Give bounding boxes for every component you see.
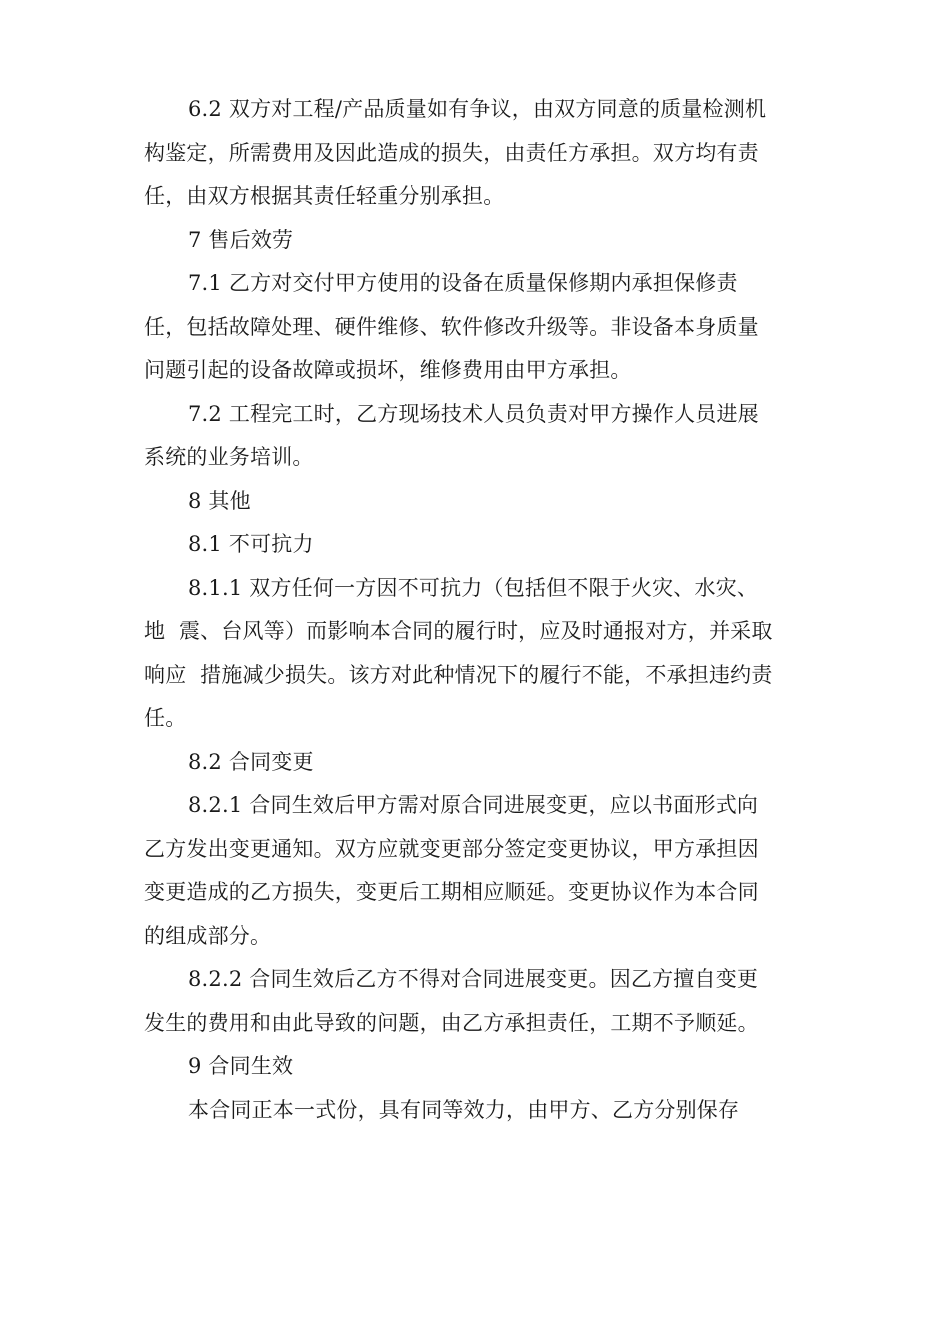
- text-line: 响应 措施减少损失。该方对此种情况下的履行不能，不承担违约责: [144, 662, 773, 687]
- clause-8-2-1: [144, 784, 808, 958]
- clause-8-1-1: [144, 567, 808, 741]
- section-heading-8: [144, 480, 808, 524]
- text-line: 8.2.1 合同生效后甲方需对原合同进展变更，应以书面形式向: [188, 793, 759, 817]
- text-line: 6.2 双方对工程/产品质量如有争议，由双方同意的质量检测机: [188, 97, 767, 121]
- text-line: 本合同正本一式份，具有同等效力，由甲方、乙方分别保存: [188, 1097, 740, 1122]
- text-line: 乙方发出变更通知。双方应就变更部分签定变更协议，甲方承担因: [144, 836, 759, 861]
- text-line: 发生的费用和由此导致的问题，由乙方承担责任，工期不予顺延。: [144, 1010, 759, 1035]
- text-line: 变更造成的乙方损失，变更后工期相应顺延。变更协议作为本合同: [144, 880, 759, 904]
- section-heading-9: [144, 1045, 808, 1089]
- text-line: 构鉴定，所需费用及因此造成的损失，由责任方承担。双方均有责: [144, 140, 759, 165]
- text-line: 问题引起的设备故障或损坏，维修费用由甲方承担。: [144, 358, 632, 382]
- text-line: 地 震、台风等）而影响本合同的履行时，应及时通报对方，并采取: [144, 619, 773, 643]
- heading-text: 9 合同生效: [188, 1054, 294, 1078]
- text-line: 任，由双方根据其责任轻重分别承担。: [144, 184, 505, 208]
- heading-text: 8.2 合同变更: [188, 749, 314, 774]
- text-line: 任。: [144, 706, 187, 730]
- clause-6-2: [144, 88, 808, 219]
- text-line: 8.1.1 双方任何一方因不可抗力（包括但不限于火灾、水灾、: [188, 575, 759, 600]
- subsection-heading-8-1: [144, 523, 808, 567]
- clause-9-text: [144, 1089, 808, 1133]
- text-line: 7.1 乙方对交付甲方使用的设备在质量保修期内承担保修责: [188, 271, 738, 295]
- text-line: 的组成部分。: [144, 923, 272, 948]
- subsection-heading-8-2: [144, 741, 808, 785]
- text-line: 系统的业务培训。: [144, 445, 314, 469]
- heading-text: 8 其他: [188, 488, 251, 513]
- document-body: [144, 88, 808, 1132]
- text-line: 7.2 工程完工时，乙方现场技术人员负责对甲方操作人员进展: [188, 401, 759, 426]
- heading-text: 7 售后效劳: [188, 227, 294, 252]
- text-line: 8.2.2 合同生效后乙方不得对合同进展变更。因乙方擅自变更: [188, 967, 759, 991]
- heading-text: 8.1 不可抗力: [188, 532, 314, 556]
- section-heading-7: [144, 219, 808, 263]
- clause-8-2-2: [144, 958, 808, 1045]
- clause-7-1: [144, 262, 808, 393]
- text-line: 任，包括故障处理、硬件维修、软件修改升级等。非设备本身质量: [144, 314, 759, 339]
- clause-7-2: [144, 393, 808, 480]
